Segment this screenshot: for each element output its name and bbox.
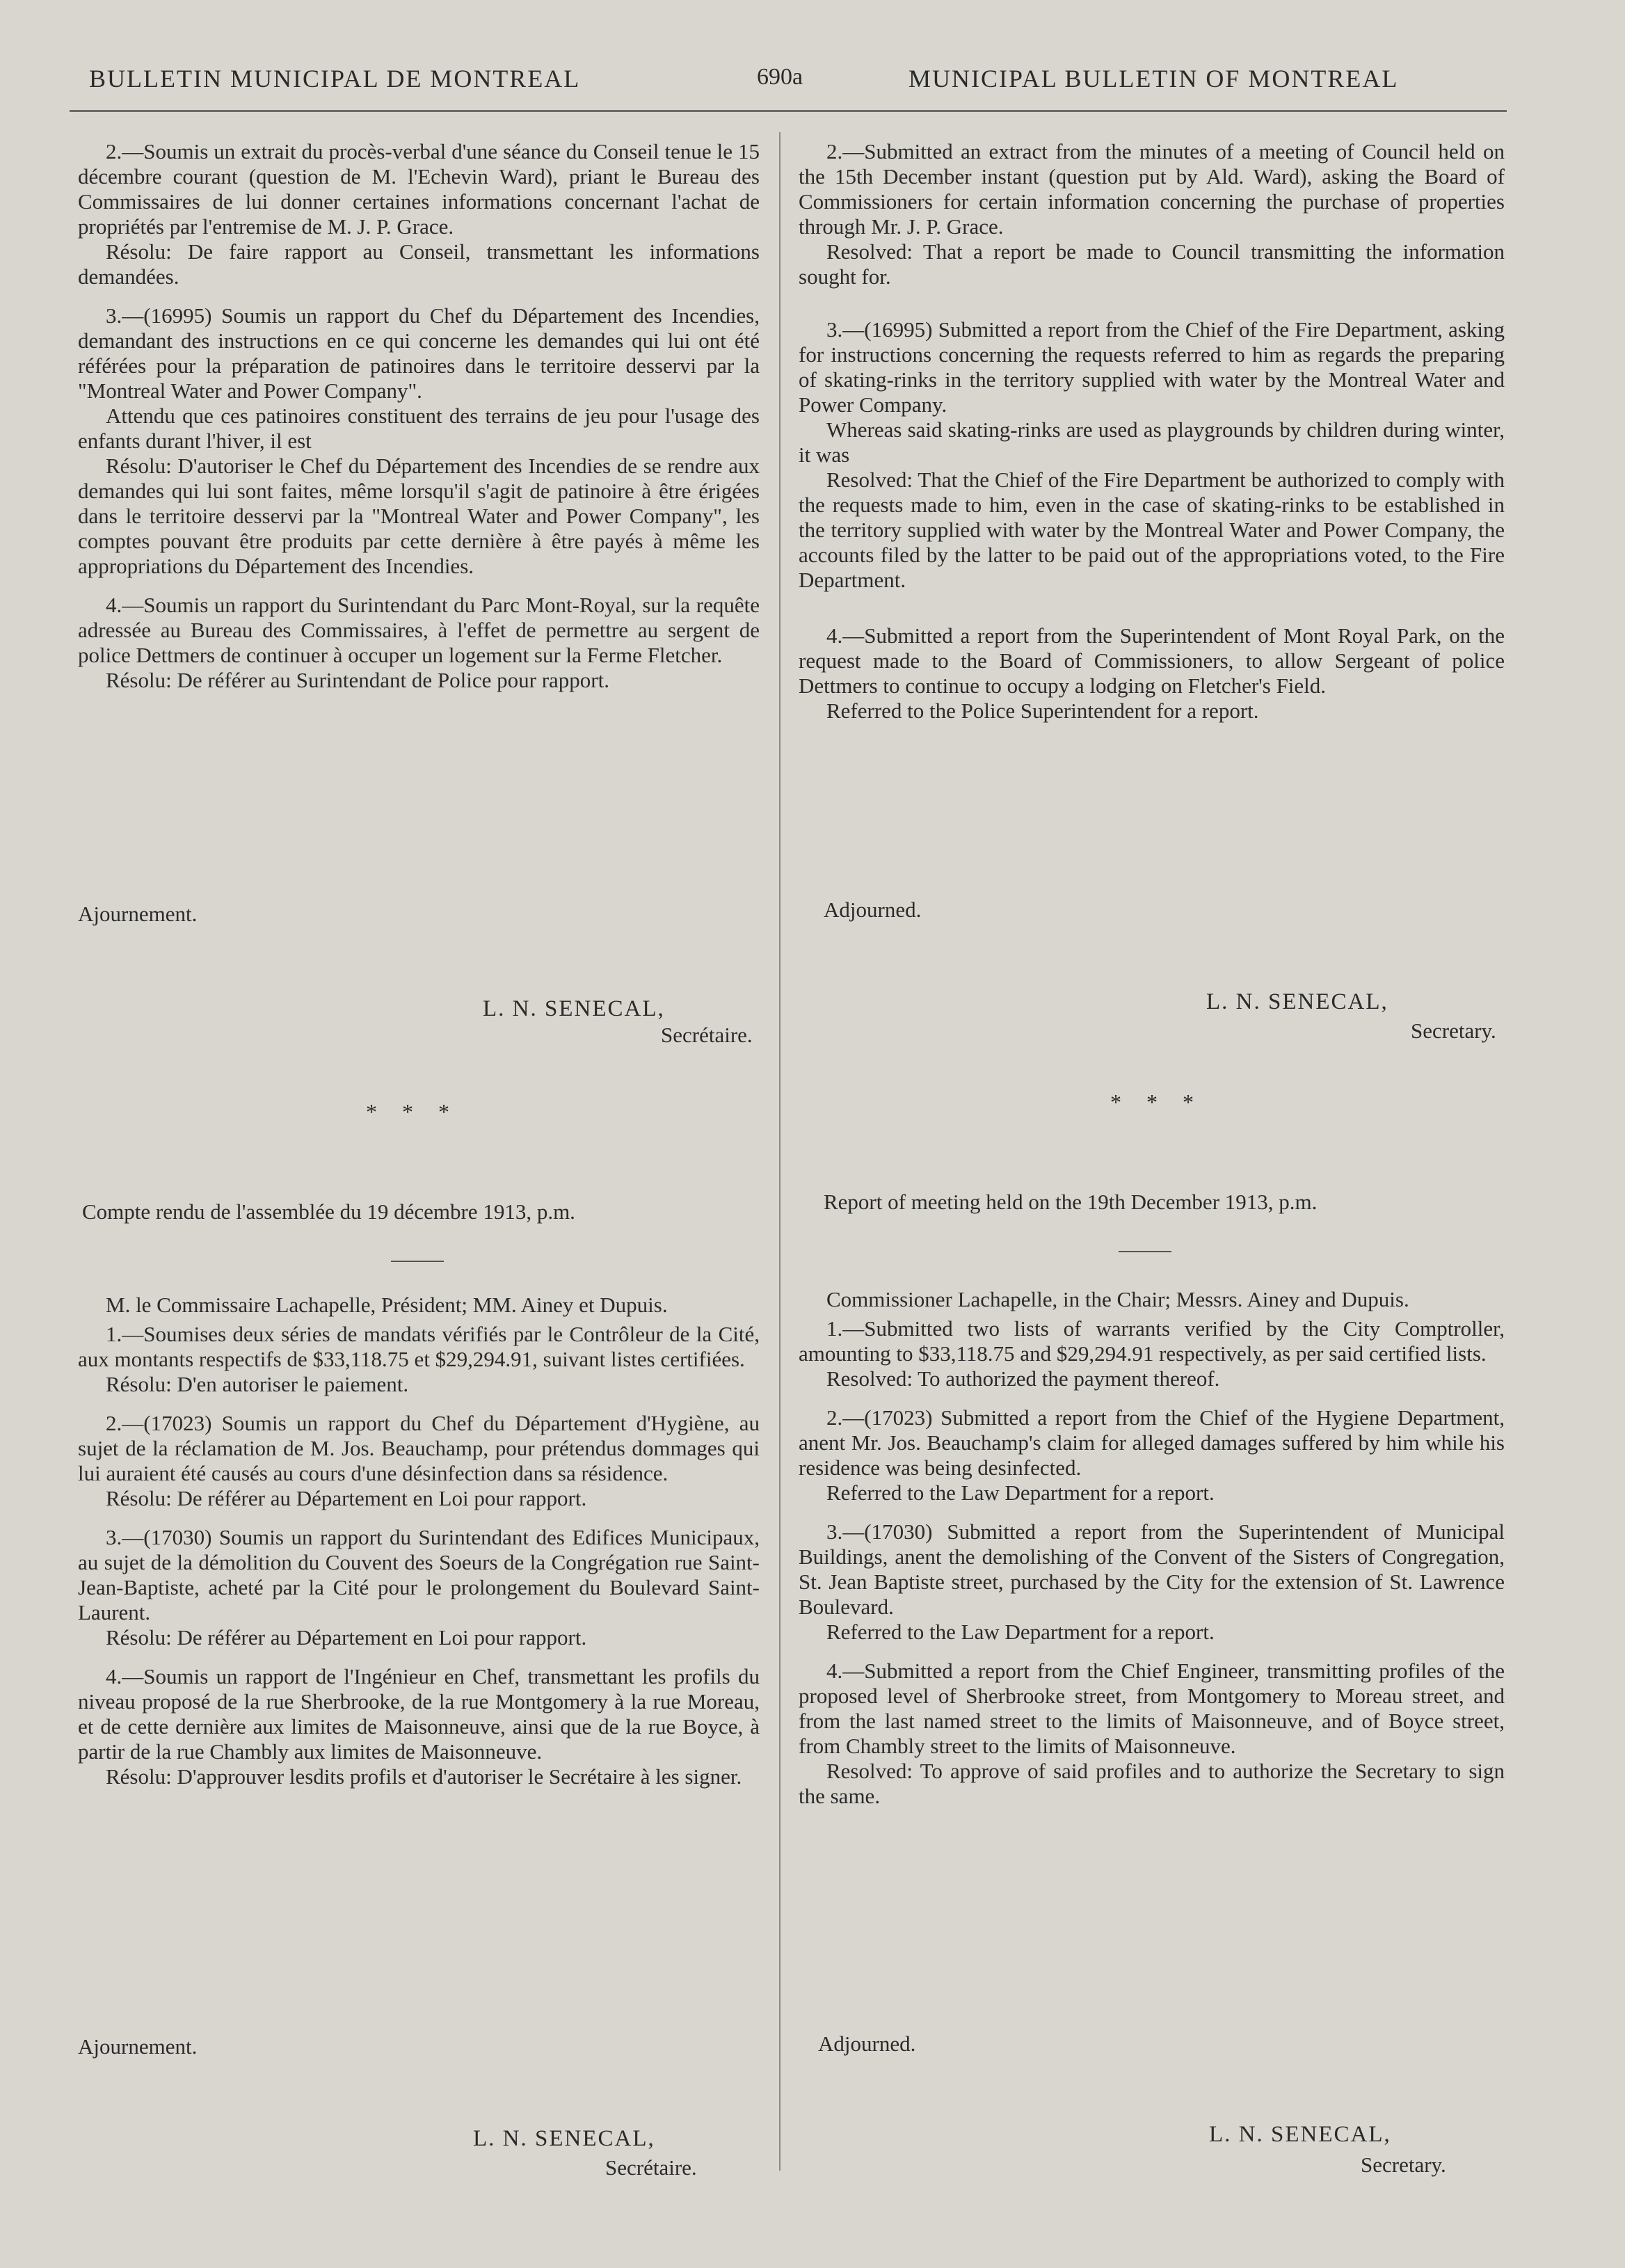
fr-signature-name-2: L. N. SENECAL,	[473, 2126, 655, 2151]
en-item-2: 2.—Submitted an extract from the minutes of a meeting of Council held on the 15th December instant (question put by Ald. Ward), asking the Board of Commissioners for certain information concerning the purchase of properties through Mr. J. P. Grace.	[799, 139, 1505, 239]
fr-whereas-3: Attendu que ces patinoires constituent des terrains de jeu pour l'usage des enfants durant l'hiver, il est	[78, 404, 760, 453]
en-signature-title-1: Secretary.	[1411, 1019, 1496, 1043]
en-resolution-2b: Referred to the Law Department for a report.	[826, 1480, 1215, 1505]
en-resolution-2: Resolved: That a report be made to Council transmitting the information sought for.	[799, 239, 1505, 289]
en-resolution-4b: Resolved: To approve of said profiles and to authorize the Secretary to sign the same.	[799, 1759, 1505, 1808]
fr-attendance: M. le Commissaire Lachapelle, Président; MM. Ainey et Dupuis.	[106, 1293, 668, 1317]
en-whereas-3: Whereas said skating-rinks are used as playgrounds by children during winter, it was	[799, 417, 1505, 467]
fr-section-2	[78, 1293, 760, 1789]
en-meeting-heading: Report of meeting held on the 19th December 1913, p.m.	[824, 1190, 1318, 1214]
fr-short-rule	[391, 1261, 444, 1262]
en-signature-name-1: L. N. SENECAL,	[1206, 989, 1388, 1014]
fr-item-3b: 3.—(17030) Soumis un rapport du Surintendant des Edifices Municipaux, au sujet de la démolition du Couvent des Soeurs de la Congrégation rue Saint-Jean-Baptiste, acheté par la Cité pour le prolongement du Boulevard Saint-Laurent.	[78, 1525, 760, 1624]
fr-adjourn-2: Ajournement.	[78, 2034, 198, 2059]
en-short-rule	[1119, 1251, 1171, 1252]
en-item-1b: 1.—Submitted two lists of warrants verified by the City Comptroller, amounting to $33,118.75 and $29,294.91 respectively, as per said certified lists.	[799, 1316, 1505, 1366]
fr-signature-title-2: Secrétaire.	[605, 2155, 697, 2180]
header-title-en: MUNICIPAL BULLETIN OF MONTREAL	[908, 65, 1399, 93]
fr-signature-title-1: Secrétaire.	[661, 1023, 753, 1047]
en-separator-stars: * * *	[1110, 1089, 1203, 1115]
fr-adjourn-1: Ajournement.	[78, 902, 198, 926]
fr-item-4: 4.—Soumis un rapport du Surintendant du Parc Mont-Royal, sur la requête adressée au Bureau des Commissaires, à l'effet de permettre au sergent de police Dettmers de continuer à occuper un logement sur la Ferme Fletcher.	[78, 593, 760, 667]
fr-resolution-4b: Résolu: D'approuver lesdits profils et d'autoriser le Secrétaire à les signer.	[106, 1764, 742, 1789]
en-resolution-1b: Resolved: To authorized the payment thereof.	[826, 1366, 1220, 1391]
en-adjourn-2: Adjourned.	[818, 2031, 916, 2056]
en-section-2	[799, 1287, 1505, 1809]
en-signature-title-2: Secretary.	[1361, 2153, 1446, 2177]
fr-item-1b: 1.—Soumises deux séries de mandats vérifiés par le Contrôleur de la Cité, aux montants respectifs de $33,118.75 et $29,294.91, suivant listes certifiées.	[78, 1322, 760, 1371]
en-resolution-4: Referred to the Police Superintendent for a report.	[826, 698, 1259, 723]
fr-resolution-3: Résolu: D'autoriser le Chef du Département des Incendies de se rendre aux demandes qui lui sont faites, même lorsqu'il s'agit de patinoire à être érigées dans le territoire desservi par la "Montreal Water and Power Company", les comptes pouvant être produits par cette dernière à être payés à même les appropriations du Département des Incendies.	[78, 454, 760, 578]
fr-resolution-1b: Résolu: D'en autoriser le paiement.	[106, 1372, 409, 1396]
header-rule	[70, 110, 1507, 112]
en-item-4b: 4.—Submitted a report from the Chief Engineer, transmitting profiles of the proposed level of Sherbrooke street, from Montgomery to Moreau street, and from the last named street to the limits of Maisonneuve, and of Boyce street, from Chambly street to the limits of Maisonneuve.	[799, 1659, 1505, 1758]
fr-item-2b: 2.—(17023) Soumis un rapport du Chef du Département d'Hygiène, au sujet de la réclamation de M. Jos. Beauchamp, pour prétendus dommages qui lui auraient été causés au cours d'une désinfection dans sa résidence.	[78, 1411, 760, 1485]
fr-resolution-4: Résolu: De référer au Surintendant de Police pour rapport.	[106, 668, 609, 692]
fr-resolution-2b: Résolu: De référer au Département en Loi pour rapport.	[106, 1486, 587, 1510]
en-signature-name-2: L. N. SENECAL,	[1209, 2122, 1391, 2147]
fr-separator-stars: * * *	[366, 1099, 459, 1124]
page-number: 690a	[757, 64, 803, 90]
fr-signature-name-1: L. N. SENECAL,	[483, 996, 665, 1021]
en-item-3b: 3.—(17030) Submitted a report from the Superintendent of Municipal Buildings, anent the demolishing of the Convent of the Sisters of Congregation, St. Jean Baptiste street, purchased by the City for the extension of St. Lawrence Boulevard.	[799, 1519, 1505, 1619]
fr-resolution-3b: Résolu: De référer au Département en Loi pour rapport.	[106, 1625, 587, 1650]
column-divider	[779, 132, 781, 2171]
en-item-2b: 2.—(17023) Submitted a report from the Chief of the Hygiene Department, anent Mr. Jos. Beauchamp's claim for alleged damages suffered by him while his residence was being desinfected.	[799, 1405, 1505, 1480]
fr-item-4b: 4.—Soumis un rapport de l'Ingénieur en Chef, transmettant les profils du niveau proposé de la rue Sherbrooke, de la rue Montgomery à la rue Moreau, et de cette dernière aux limites de Maisonneuve, ainsi que de la rue Boyce, à partir de la rue Chambly aux limites de Maisonneuve.	[78, 1664, 760, 1764]
en-section-1	[799, 139, 1505, 724]
fr-item-3: 3.—(16995) Soumis un rapport du Chef du Département des Incendies, demandant des instructions en ce qui concerne les demandes qui lui ont été référées pour la préparation de patinoires dans le territoire desservi par la "Montreal Water and Power Company".	[78, 303, 760, 403]
header-title-fr: BULLETIN MUNICIPAL DE MONTREAL	[89, 65, 581, 93]
fr-resolution-2: Résolu: De faire rapport au Conseil, transmettant les informations demandées.	[78, 239, 760, 289]
en-resolution-3b: Referred to the Law Department for a report.	[826, 1620, 1215, 1644]
fr-section-1	[78, 139, 760, 693]
running-header	[0, 64, 1625, 97]
en-item-4: 4.—Submitted a report from the Superintendent of Mont Royal Park, on the request made to the Board of Commissioners, to allow Sergeant of police Dettmers to continue to occupy a lodging on Fletcher's Field.	[799, 623, 1505, 698]
en-item-3: 3.—(16995) Submitted a report from the Chief of the Fire Department, asking for instructions concerning the requests referred to him as regards the preparing of skating-rinks in the territory supplied with water by the Montreal Water and Power Company.	[799, 317, 1505, 417]
en-resolution-3: Resolved: That the Chief of the Fire Department be authorized to comply with the requests made to him, even in the case of skating-rinks to be established in the territory supplied with water by the Montreal Water and Power Company, the accounts filed by the latter to be paid out of the appropriations voted, to the Fire Department.	[799, 468, 1505, 592]
en-attendance: Commissioner Lachapelle, in the Chair; Messrs. Ainey and Dupuis.	[826, 1287, 1409, 1311]
en-adjourn-1: Adjourned.	[824, 897, 922, 922]
fr-item-2: 2.—Soumis un extrait du procès-verbal d'une séance du Conseil tenue le 15 décembre courant (question de M. l'Echevin Ward), priant le Bureau des Commissaires de lui donner certaines informations concernant l'achat de propriétés par l'entremise de M. J. P. Grace.	[78, 139, 760, 239]
fr-meeting-heading: Compte rendu de l'assemblée du 19 décembre 1913, p.m.	[82, 1199, 575, 1224]
